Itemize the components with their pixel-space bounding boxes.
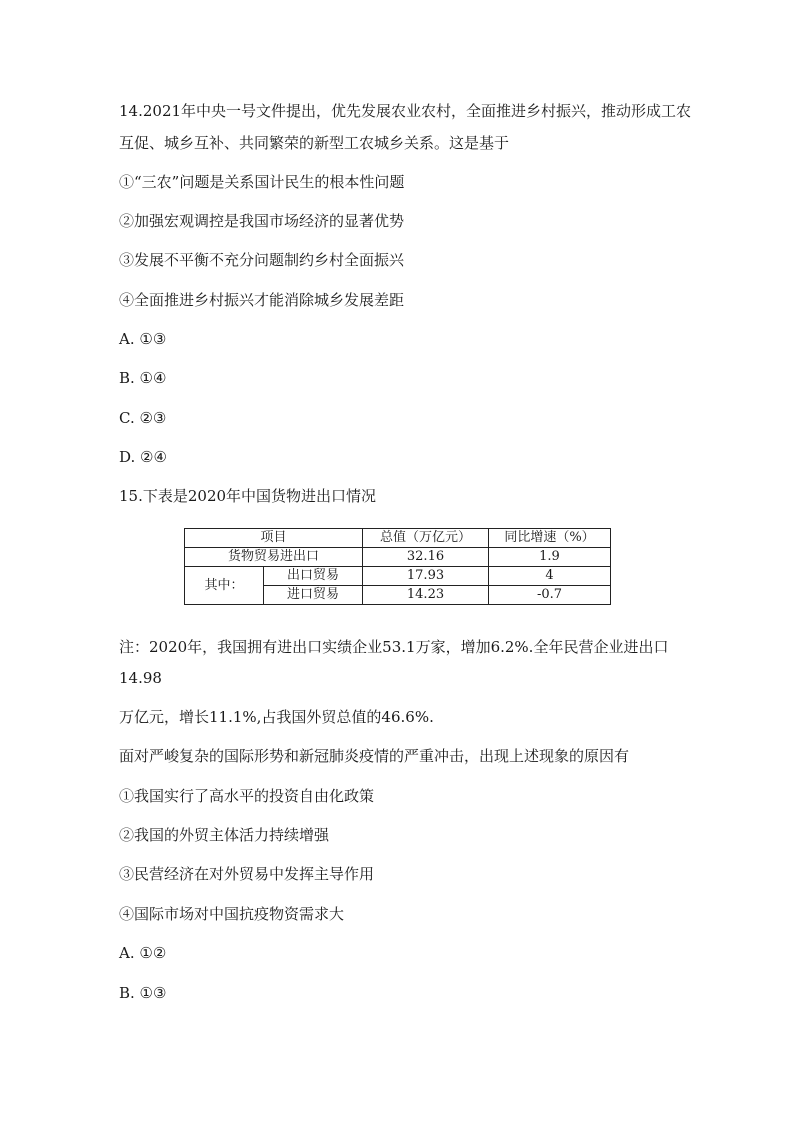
q15-question: 面对严峻复杂的国际形势和新冠肺炎疫情的严重冲击，出现上述现象的原因有 [119, 747, 630, 765]
row-value: 32.16 [363, 548, 489, 567]
q14-stem-line1: 14.2021年中央一号文件提出，优先发展农业农村，全面推进乡村振兴，推动形成工农 [119, 102, 692, 120]
row-value: 17.93 [363, 567, 489, 586]
q15-statement-4: ④国际市场对中国抗疫物资需求大 [119, 905, 345, 923]
group-label: 其中： [185, 567, 264, 605]
q14-stem-line2: 互促、城乡互补、共同繁荣的新型工农城乡关系。这是基于 [119, 134, 510, 152]
q14-option-d[interactable]: D. ②④ [119, 448, 167, 466]
q14-statement-2: ②加强宏观调控是我国市场经济的显著优势 [119, 212, 405, 230]
q14-statement-1: ①“三农”问题是关系国计民生的根本性问题 [119, 173, 405, 191]
q15-statement-2: ②我国的外贸主体活力持续增强 [119, 826, 330, 844]
table-row [185, 548, 611, 567]
row-growth: -0.7 [489, 586, 611, 605]
trade-table [184, 528, 611, 605]
header-growth: 同比增速（%） [489, 529, 611, 548]
q15-option-a[interactable]: A. ①② [119, 944, 167, 962]
q15-note-line2: 14.98 [119, 669, 162, 687]
q15-statement-1: ①我国实行了高水平的投资自由化政策 [119, 787, 375, 805]
q14-option-a[interactable]: A. ①③ [119, 330, 167, 348]
header-total: 总值（万亿元） [363, 529, 489, 548]
header-item: 项目 [185, 529, 363, 548]
q15-option-b[interactable]: B. ①③ [119, 984, 167, 1002]
table-row [185, 567, 611, 586]
table-header-row [185, 529, 611, 548]
row-label: 进口贸易 [264, 586, 363, 605]
row-label: 出口贸易 [264, 567, 363, 586]
row-growth: 1.9 [489, 548, 611, 567]
row-growth: 4 [489, 567, 611, 586]
q14-option-c[interactable]: C. ②③ [119, 409, 167, 427]
q15-note-line3: 万亿元，增长11.1%,占我国外贸总值的46.6%. [119, 708, 434, 726]
row-label: 货物贸易进出口 [185, 548, 363, 567]
row-value: 14.23 [363, 586, 489, 605]
q14-statement-3: ③发展不平衡不充分问题制约乡村全面振兴 [119, 251, 405, 269]
q15-stem: 15.下表是2020年中国货物进出口情况 [119, 487, 377, 505]
q15-note-line1: 注：2020年，我国拥有进出口实绩企业53.1万家，增加6.2%.全年民营企业进出口 [119, 638, 669, 656]
q14-statement-4: ④全面推进乡村振兴才能消除城乡发展差距 [119, 291, 405, 309]
q14-option-b[interactable]: B. ①④ [119, 369, 167, 387]
q15-statement-3: ③民营经济在对外贸易中发挥主导作用 [119, 865, 375, 883]
